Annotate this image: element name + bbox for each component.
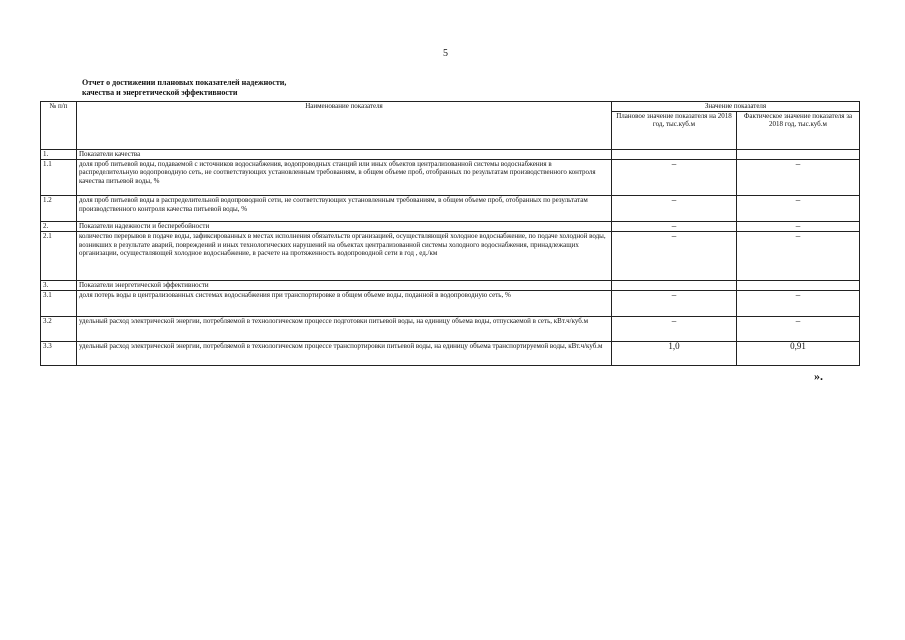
header-planned-value: Плановое значение показателя на 2018 год, тыс.куб.м [612,111,737,149]
row-planned-value: 1,0 [612,341,737,365]
table-row [41,317,860,341]
row-number: 1.1 [41,159,77,195]
row-planned-value: – [612,196,737,222]
table-row [41,159,860,195]
row-actual-value: 0,91 [737,341,860,365]
row-number: 3.3 [41,341,77,365]
row-actual-value: – [737,159,860,195]
row-indicator-name: Показатели энергетической эффективности [77,280,612,290]
header-indicator-value: Значение показателя [612,102,860,112]
closing-quote-mark: ». [814,369,823,383]
row-actual-value: – [737,291,860,317]
row-actual-value [737,149,860,159]
row-actual-value: – [737,222,860,232]
row-number: 2.1 [41,232,77,281]
indicators-table [40,101,860,366]
row-number: 3.1 [41,291,77,317]
row-actual-value: – [737,232,860,281]
table-row [41,149,860,159]
row-planned-value: – [612,222,737,232]
table-row [41,280,860,290]
row-indicator-name: удельный расход электрической энергии, потребляемой в технологическом процессе подготовки питьевой воды, на единицу объема воды, отпускаемой в сеть, кВт.ч/куб.м [77,317,612,341]
row-number: 3. [41,280,77,290]
row-indicator-name: Показатели качества [77,149,612,159]
header-indicator-name: Наименование показателя [77,102,612,150]
row-planned-value [612,149,737,159]
row-number: 3.2 [41,317,77,341]
row-planned-value: – [612,232,737,281]
row-number: 1. [41,149,77,159]
row-planned-value [612,280,737,290]
row-planned-value: – [612,317,737,341]
row-actual-value: – [737,196,860,222]
header-number: № п/п [41,102,77,150]
report-title [82,78,286,98]
row-actual-value: – [737,317,860,341]
row-indicator-name: удельный расход электрической энергии, потребляемой в технологическом процессе транспортировки питьевой воды, на единицу объема транспортируемой воды, кВт.ч/куб.м [77,341,612,365]
row-indicator-name: доля проб питьевой воды в распределительной водопроводной сети, не соответствующих установленным требованиям, в общем объеме проб, отобранных по результатам производственного контроля качества питьевой воды, % [77,196,612,222]
page-number: 5 [443,48,448,59]
row-actual-value [737,280,860,290]
table-row [41,196,860,222]
table-row [41,291,860,317]
table-row [41,222,860,232]
table-row [41,341,860,365]
row-number: 1.2 [41,196,77,222]
row-planned-value: – [612,291,737,317]
report-title-line1: Отчет о достижении плановых показателей надежности, [82,78,287,87]
report-title-line2: качества и энергетической эффективности [82,88,238,97]
row-planned-value: – [612,159,737,195]
row-indicator-name: Показатели надежности и бесперебойности [77,222,612,232]
header-actual-value: Фактическое значение показателя за 2018 год, тыс.куб.м [737,111,860,149]
row-number: 2. [41,222,77,232]
row-indicator-name: доля проб питьевой воды, подаваемой с источников водоснабжения, водопроводных станций или иных объектов централизованной системы водоснабжения в распределительную водопроводную сеть, не соответствующих установленным требованиям, в общем объеме проб, отобранных по результатам производственного контроля качества питьевой воды, % [77,159,612,195]
row-indicator-name: количество перерывов в подаче воды, зафиксированных в местах исполнения обязательств организацией, осуществляющей холодное водоснабжение, по подаче холодной воды, возникших в результате аварий, повреждений и иных технологических нарушений на объектах централизованной системы холодного водоснабжения, принадлежащих организации, осуществляющей холодное водоснабжение, в расчете на протяженность водопроводной сети в год , ед./км [77,232,612,281]
row-indicator-name: доля потерь воды в централизованных системах водоснабжения при транспортировке в общем объеме воды, поданной в водопроводную сеть, % [77,291,612,317]
table-row [41,232,860,281]
